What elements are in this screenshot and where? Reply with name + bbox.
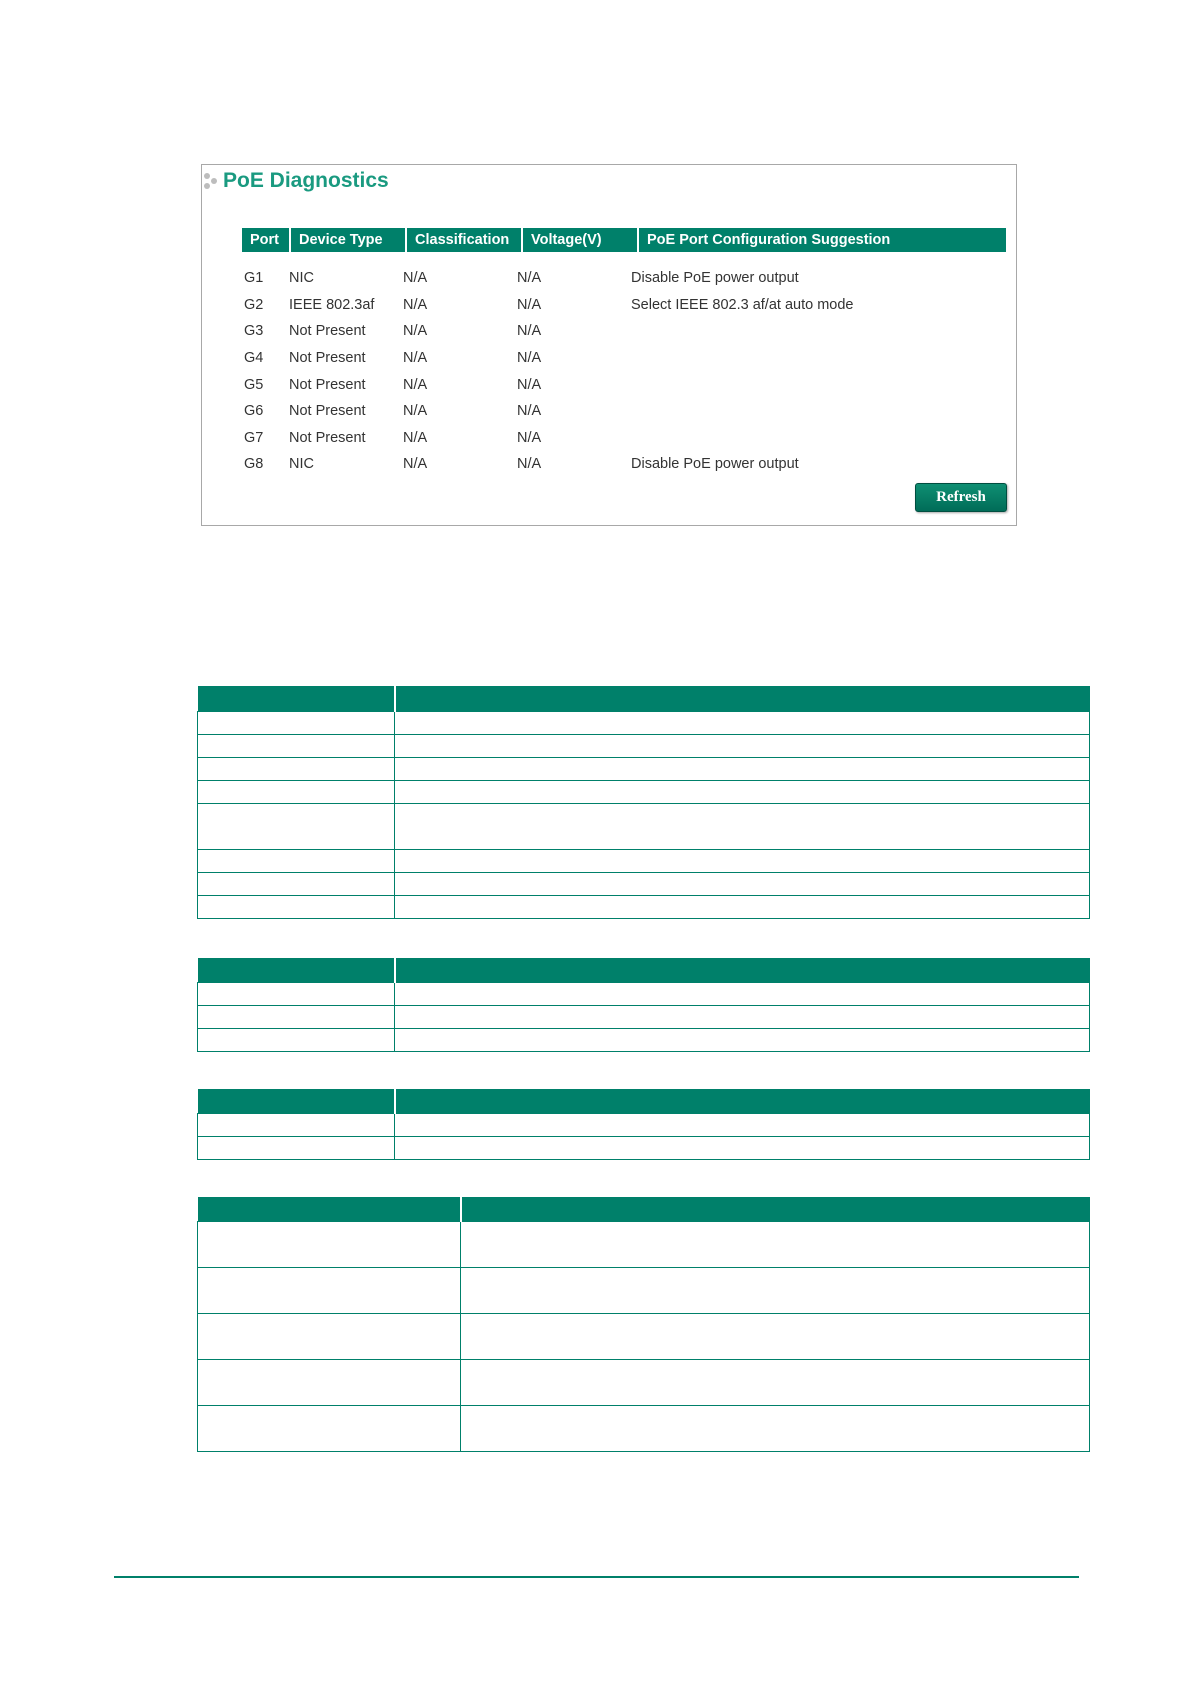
voltage-cell: N/A bbox=[517, 456, 542, 473]
suggestion-cell: Disable PoE power output bbox=[631, 456, 799, 473]
panel-title: PoE Diagnostics bbox=[223, 169, 389, 192]
classification-cell: N/A bbox=[403, 376, 428, 393]
voltage-cell: N/A bbox=[517, 429, 542, 446]
port-cell: G5 bbox=[244, 376, 264, 393]
classification-cell: N/A bbox=[403, 429, 428, 446]
doc-table-3 bbox=[197, 1089, 1090, 1160]
table-row bbox=[242, 425, 1006, 452]
column-header-port: Port bbox=[242, 228, 289, 252]
classification-cell: N/A bbox=[403, 456, 428, 473]
poe-diagnostics-panel bbox=[201, 164, 1017, 526]
port-cell: G3 bbox=[244, 323, 264, 340]
table-row bbox=[242, 318, 1006, 345]
port-cell: G8 bbox=[244, 456, 264, 473]
column-header-device-type: Device Type bbox=[291, 228, 405, 252]
device-type-cell: Not Present bbox=[289, 429, 366, 446]
port-cell: G7 bbox=[244, 429, 264, 446]
port-table-body bbox=[242, 265, 1006, 478]
device-type-cell: Not Present bbox=[289, 323, 366, 340]
column-header-voltage: Voltage(V) bbox=[523, 228, 637, 252]
table-row bbox=[242, 292, 1006, 319]
port-cell: G6 bbox=[244, 403, 264, 420]
device-type-cell: Not Present bbox=[289, 376, 366, 393]
classification-cell: N/A bbox=[403, 270, 428, 287]
port-cell: G2 bbox=[244, 296, 264, 313]
footer-divider bbox=[114, 1576, 1079, 1578]
table-row bbox=[242, 371, 1006, 398]
column-header-suggestion: PoE Port Configuration Suggestion bbox=[639, 228, 1006, 252]
voltage-cell: N/A bbox=[517, 323, 542, 340]
table-row bbox=[242, 265, 1006, 292]
table-row bbox=[242, 345, 1006, 372]
device-type-cell: NIC bbox=[289, 456, 314, 473]
port-cell: G1 bbox=[244, 270, 264, 287]
device-type-cell: NIC bbox=[289, 270, 314, 287]
suggestion-cell: Select IEEE 802.3 af/at auto mode bbox=[631, 296, 854, 313]
column-header-classification: Classification bbox=[407, 228, 521, 252]
table-header bbox=[242, 228, 1006, 252]
voltage-cell: N/A bbox=[517, 350, 542, 367]
device-type-cell: Not Present bbox=[289, 403, 366, 420]
suggestion-cell: Disable PoE power output bbox=[631, 270, 799, 287]
refresh-button[interactable]: Refresh bbox=[915, 483, 1007, 512]
doc-table-4 bbox=[197, 1197, 1090, 1452]
voltage-cell: N/A bbox=[517, 270, 542, 287]
voltage-cell: N/A bbox=[517, 296, 542, 313]
device-type-cell: IEEE 802.3af bbox=[289, 296, 375, 313]
port-cell: G4 bbox=[244, 350, 264, 367]
doc-table-2 bbox=[197, 958, 1090, 1052]
classification-cell: N/A bbox=[403, 296, 428, 313]
classification-cell: N/A bbox=[403, 403, 428, 420]
table-row bbox=[242, 451, 1006, 478]
device-type-cell: Not Present bbox=[289, 350, 366, 367]
table-row bbox=[242, 398, 1006, 425]
voltage-cell: N/A bbox=[517, 376, 542, 393]
classification-cell: N/A bbox=[403, 350, 428, 367]
doc-table-1 bbox=[197, 686, 1090, 919]
title-bullet-icon bbox=[204, 173, 222, 195]
classification-cell: N/A bbox=[403, 323, 428, 340]
voltage-cell: N/A bbox=[517, 403, 542, 420]
